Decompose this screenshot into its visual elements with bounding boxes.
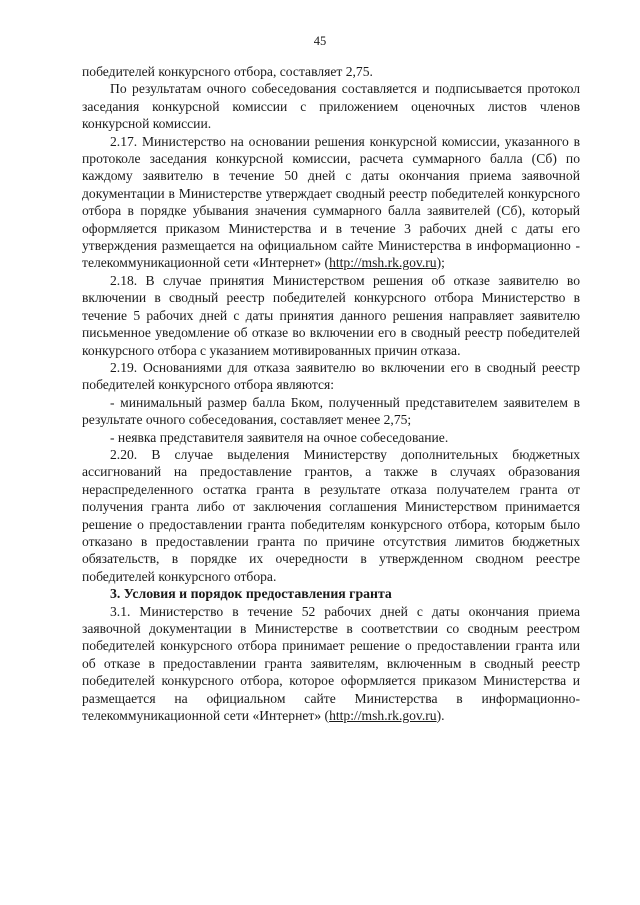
paragraph-2-17 [82,133,580,272]
paragraph-continuation: победителей конкурсного отбора, составляет 2,75. [82,64,373,79]
paragraph-3-1 [82,603,580,725]
paragraph-2-17-text: 2.17. Министерство на основании решения конкурсной комиссии, указанного в протоколе заседания конкурсной комиссии, расчета суммарного балла (Сб) по каждому заявителю в течение 50 дней с даты окончания приема заявочной документации в Министерстве утверждает сводный реестр победителей конкурсного отбора в порядке убывания значения суммарного балла заявителей (Сб), который оформляется приказом Министерства и в течение 3 рабочих дней с даты его утверждения размещается на официальном сайте Министерства в информационно - телекоммуникационной сети «Интернет» ( [82,133,580,271]
section-heading: 3. Условия и порядок предоставления гранта [110,586,392,602]
paragraph-2-17-end: ); [436,255,445,271]
paragraph-2-20: 2.20. В случае выделения Министерству дополнительных бюджетных ассигнований на предоставление грантов, а также в случаях образования нераспределенного остатка гранта в результате отказа получателем гранта от получения гранта либо от заключения соглашения Министерством принимается решение о предоставлении гранта победителям конкурсного отбора, которым было отказано в предоставлении гранта по причине отсутствия лимитов бюджетных обязательств, в порядке их очередности в утвержденном сводном реестре победителей конкурсного отбора. [82,446,580,584]
list-item-no-show: - неявка представителя заявителя на очное собеседование. [110,429,449,445]
ministry-site-link-2[interactable]: http://msh.rk.gov.ru [329,708,437,724]
page-number: 45 [313,34,327,48]
paragraph-2-19: 2.19. Основаниями для отказа заявителю во включении его в сводный реестр победителей конкурсного отбора являются: [82,359,580,393]
ministry-site-link[interactable]: http://msh.rk.gov.ru [329,255,437,271]
paragraph-protocol: По результатам очного собеседования составляется и подписывается протокол заседания конкурсной комиссии с приложением оценочных листов членов конкурсной комиссии. [82,81,580,132]
paragraph-3-1-end: ). [436,708,445,724]
paragraph-3-1-text: 3.1. Министерство в течение 52 рабочих дней с даты окончания приема заявочной документации в Министерстве в соответствии со сводным реестром победителей конкурсного отбора принимает решение о предоставлении гранта или об отказе в предоставлении гранта заявителям, включенным в сводный реестр победителей конкурсного отбора, которое оформляется приказом Министерства и размещается на официальном сайте Министерства в информационно-телекоммуникационной сети «Интернет» ( [82,603,580,724]
document-body [82,63,580,724]
list-item-min-score: - минимальный размер балла Бком, полученный представителем заявителем в результате очного собеседования, составляет менее 2,75; [82,394,580,428]
paragraph-2-18: 2.18. В случае принятия Министерством решения об отказе заявителю во включении в сводный реестр победителей конкурсного отбора Министерство в течение 5 рабочих дней с даты принятия данного решения направляет заявителю письменное уведомление об отказе во включении его в сводный реестр победителей конкурсного отбора с указанием мотивированных причин отказа. [82,272,580,358]
